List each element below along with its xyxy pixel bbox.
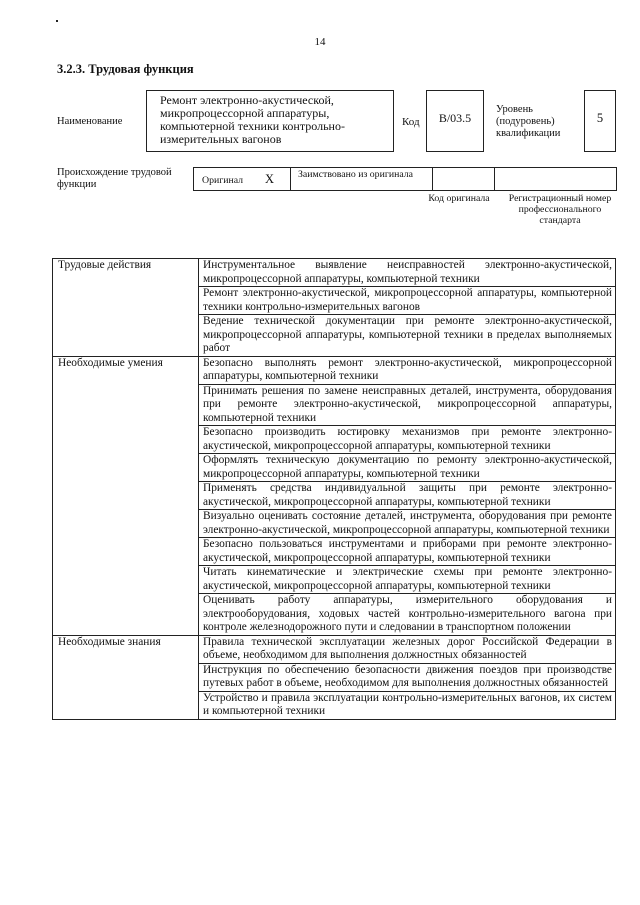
item-cell: Безопасно выполнять ремонт электронно-акустической, микропроцессорной аппаратуры, компьютерной техники [199,356,616,384]
level-label: Уровень (подуровень) квалификации [496,104,561,139]
item-cell: Инструкция по обеспечению безопасности движения поездов при производстве путевых работ в объеме, необходимом для выполнения должностных обязанностей [199,663,616,691]
category-cell: Необходимые знания [53,635,199,719]
code-label: Код [402,116,420,128]
item-cell: Устройство и правила эксплуатации контрольно-измерительных вагонов, их систем и компьютерной техники [199,691,616,719]
item-cell: Принимать решения по замене неисправных деталей, инструмента, оборудования при ремонте электронно-акустической, микропроцессорной аппаратуры, компьютерной техники [199,384,616,426]
function-name-box [146,90,394,152]
origin-code-label: Код оригинала [428,193,490,204]
divider [432,168,433,190]
item-cell: Ремонт электронно-акустической, микропроцессорной аппаратуры, компьютерной техники контрольно-измерительных вагонов [199,287,616,315]
function-name-value: Ремонт электронно-акустической, микропроцессорной аппаратуры, компьютерной техники контрольно-измерительных вагонов [160,93,345,146]
item-cell: Ведение технической документации при ремонте электронно-акустической, микропроцессорной аппаратуры, компьютерной техники в пределах выполняемых работ [199,315,616,357]
category-cell: Трудовые действия [53,259,199,357]
origin-row [193,167,617,191]
reg-number-label: Регистрационный номер профессионального стандарта [508,193,612,226]
table-row [53,635,616,663]
item-cell: Оформлять техническую документацию по ремонту электронно-акустической, микропроцессорной аппаратуры, компьютерной техники [199,454,616,482]
original-label: Оригинал [202,175,244,186]
page-number: 14 [314,36,326,48]
level-box [584,90,616,152]
item-cell: Визуально оценивать состояние деталей, инструмента, оборудования при ремонте электронно-акустической, микропроцессорной аппаратуры, компьютерной техники [199,510,616,538]
name-label: Наименование [57,116,123,127]
code-value: B/03.5 [438,111,472,125]
original-mark: X [265,172,275,186]
scan-mark [56,20,58,22]
borrowed-label: Заимствовано из оригинала [298,169,413,180]
code-box [426,90,484,152]
item-cell: Безопасно пользоваться инструментами и приборами при ремонте электронно-акустической, микропроцессорной аппаратуры, компьютерной техники [199,538,616,566]
section-title: 3.2.3. Трудовая функция [57,62,194,76]
item-cell: Читать кинематические и электрические схемы при ремонте электронно-акустической, микропроцессорной аппаратуры, компьютерной техники [199,566,616,594]
table-row [53,356,616,384]
category-cell: Необходимые умения [53,356,199,635]
divider [494,168,495,190]
item-cell: Применять средства индивидуальной защиты при ремонте электронно-акустической, микропроцессорной аппаратуры, компьютерной техники [199,482,616,510]
function-table [52,258,616,720]
item-cell: Безопасно производить юстировку механизмов при ремонте электронно-акустической, микропроцессорной аппаратуры, компьютерной техники [199,426,616,454]
table-row [53,259,616,287]
divider [290,168,291,190]
item-cell: Оценивать работу аппаратуры, измерительного оборудования и электрооборудования, ходовых частей контрольно-измерительного вагона при контроле железнодорожного пути и следовании в транспортном положении [199,594,616,636]
item-cell: Инструментальное выявление неисправностей электронно-акустической, микропроцессорной аппаратуры, компьютерной техники [199,259,616,287]
item-cell: Правила технической эксплуатации железных дорог Российской Федерации в объеме, необходимом для выполнения должностных обязанностей [199,635,616,663]
origin-label: Происхождение трудовой функции [57,167,172,190]
level-value: 5 [596,111,604,125]
